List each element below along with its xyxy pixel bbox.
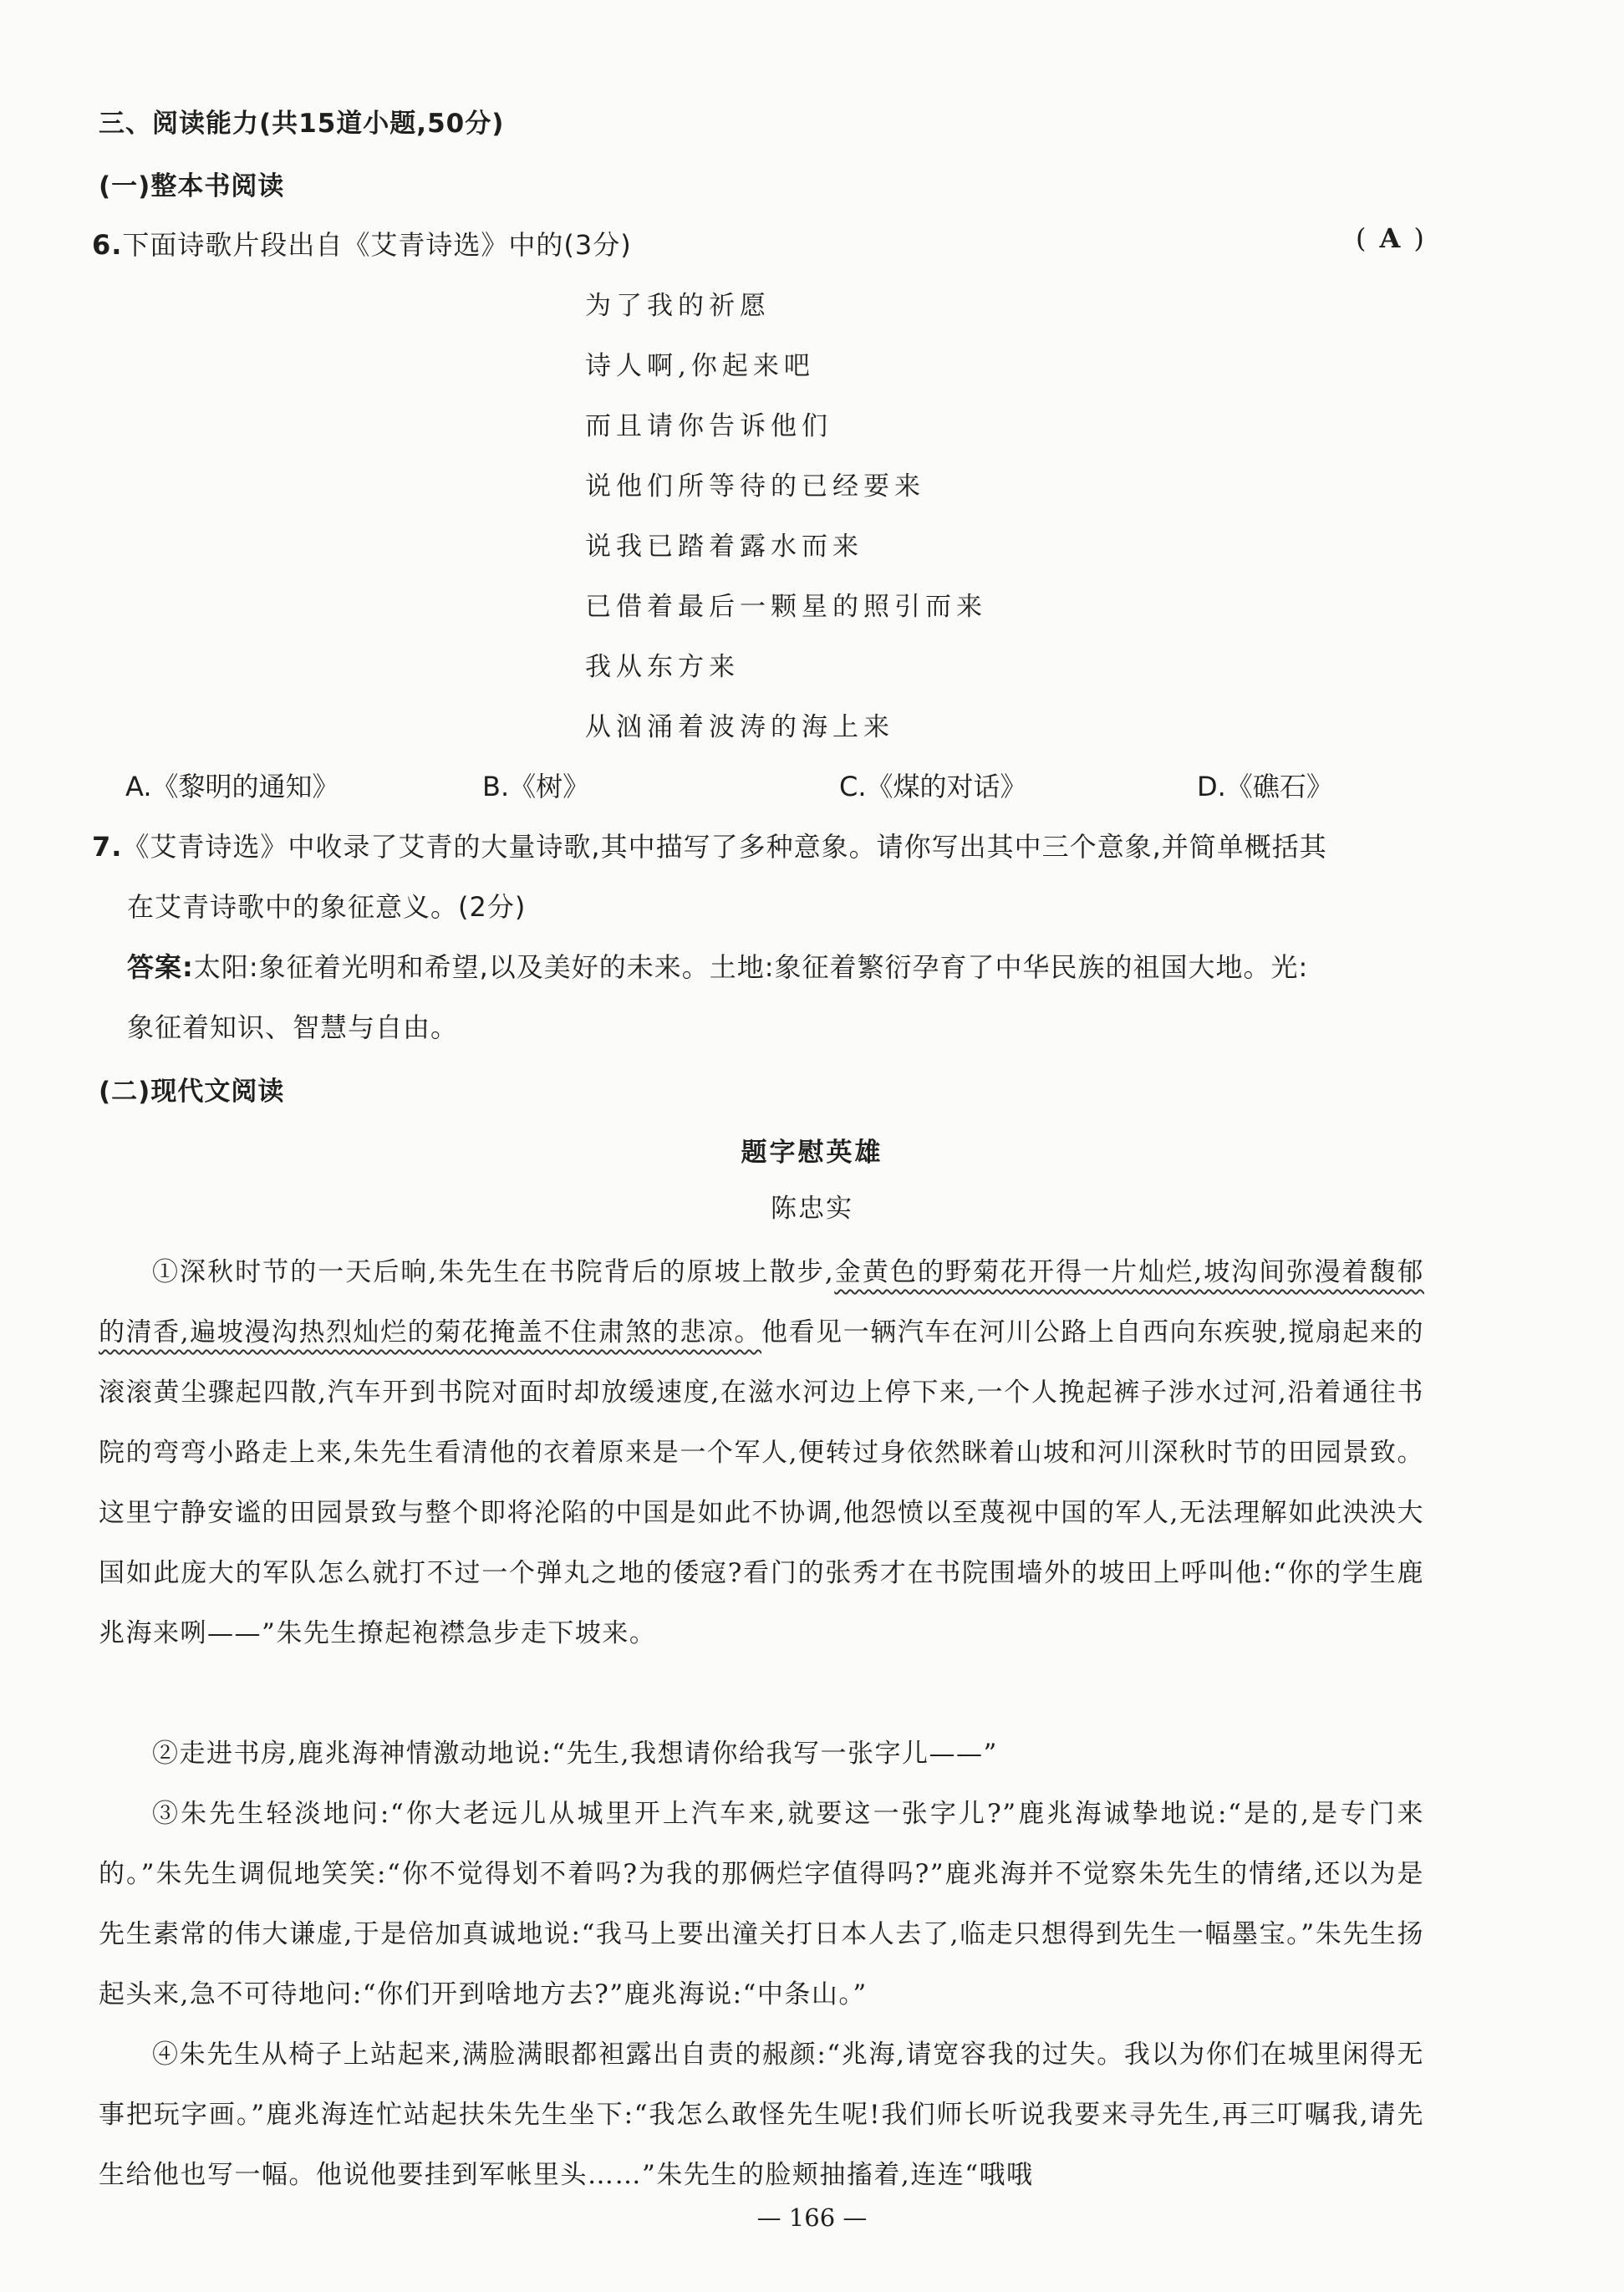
option-b[interactable]: B.《树》: [482, 771, 590, 802]
question-number: 6.: [92, 229, 123, 261]
answer-box: ( A ): [1356, 222, 1424, 254]
question-6: [92, 224, 632, 262]
paragraph-1-rest: 他看见一辆汽车在河川公路上自西向东疾驶,搅扇起来的滚滚黄尘骤起四散,汽车开到书院对面时却放缓速度,在滋水河边上停下来,一个人挽起裤子涉水过河,沿着通往书院的弯弯小路走上来,朱先生看清他的衣着原来是一个军人,便转过身依然眯着山坡和河川深秋时节的田园景致。这里宁静安谧的田园景致与整个即将沦陷的中国是如此不协调,他怨愤以至蔑视中国的军人,无法理解如此泱泱大国如此庞大的军队怎么就打不过一个弹丸之地的倭寇?看门的张秀才在书院围墙外的坡田上呼叫他:“你的学生鹿兆海来咧——”朱先生撩起袍襟急步走下坡来。: [99, 1317, 1424, 1648]
question-7: [92, 826, 1327, 864]
article-author: 陈忠实: [771, 1194, 853, 1224]
poem-line: 我从东方来: [585, 652, 740, 682]
question-text-line1: 《艾青诗选》中收录了艾青的大量诗歌,其中描写了多种意象。请你写出其中三个意象,并简单概括其: [122, 831, 1327, 863]
answer-7: [127, 946, 1308, 985]
underlined-sentence: 金黄色的野菊花开得一片灿烂,坡沟间弥漫着馥郁的清香,遍坡漫沟热烈灿烂的菊花掩盖不住肃煞的悲凉。: [99, 1257, 1424, 1347]
poem-line: 从汹涌着波涛的海上来: [585, 712, 894, 742]
page-number: — 166 —: [756, 2203, 868, 2232]
answer-label: 答案:: [127, 951, 194, 983]
poem-line: 已借着最后一颗星的照引而来: [585, 592, 987, 622]
option-a[interactable]: A.《黎明的通知》: [125, 771, 339, 802]
paragraph-1-start: ①深秋时节的一天后晌,朱先生在书院背后的原坡上散步,: [152, 1257, 835, 1287]
question-text-line2: 在艾青诗歌中的象征意义。(2分): [127, 891, 527, 923]
article-title: 题字慰英雄: [741, 1138, 883, 1168]
part2-heading: (二)现代文阅读: [99, 1077, 285, 1107]
paragraph-3: ③朱先生轻淡地问:“你大老远儿从城里开上汽车来,就要这一张字儿?”鹿兆海诚挚地说:“是的,是专门来的。”朱先生调侃地笑笑:“你不觉得划不着吗?为我的那俩烂字值得吗?”鹿兆海并不觉察朱先生的情绪,还以为是先生素常的伟大谦虚,于是倍加真诚地说:“我马上要出潼关打日本人去了,临走只想得到先生一幅墨宝。”朱先生扬起头来,急不可待地问:“你们开到啥地方去?”鹿兆海说:“中条山。”: [99, 1799, 1425, 2009]
question-number: 7.: [92, 831, 123, 863]
question-text: 下面诗歌片段出自《艾青诗选》中的(3分): [122, 229, 632, 261]
option-d[interactable]: D.《礁石》: [1197, 771, 1333, 802]
option-c[interactable]: C.《煤的对话》: [839, 771, 1027, 802]
part1-heading: (一)整本书阅读: [99, 171, 285, 201]
paragraph-2: ②走进书房,鹿兆海神情激动地说:“先生,我想请你给我写一张字儿——”: [152, 1739, 998, 1769]
paragraph-1: [99, 1242, 1424, 1663]
answer-text-line2: 象征着知识、智慧与自由。: [127, 1011, 459, 1043]
poem-line: 而且请你告诉他们: [585, 411, 832, 441]
poem-line: 为了我的祈愿: [585, 291, 771, 321]
answer-value: A: [1379, 222, 1401, 254]
poem-line: 说我已踏着露水而来: [585, 532, 863, 562]
poem-line: 诗人啊,你起来吧: [585, 351, 815, 381]
paragraph-4: ④朱先生从椅子上站起来,满脸满眼都袒露出自责的赧颜:“兆海,请宽容我的过失。我以为你们在城里闲得无事把玩字画。”鹿兆海连忙站起扶朱先生坐下:“我怎么敢怪先生呢!我们师长听说我要来寻先生,再三叮嘱我,请先生给他也写一幅。他说他要挂到军帐里头……”朱先生的脸颊抽搐着,连连“哦哦: [99, 2040, 1424, 2190]
answer-text-line1: 太阳:象征着光明和希望,以及美好的未来。土地:象征着繁衍孕育了中华民族的祖国大地。光:: [193, 951, 1309, 983]
poem-line: 说他们所等待的已经要来: [585, 471, 925, 502]
section-heading: 三、阅读能力(共15道小题,50分): [99, 109, 505, 139]
